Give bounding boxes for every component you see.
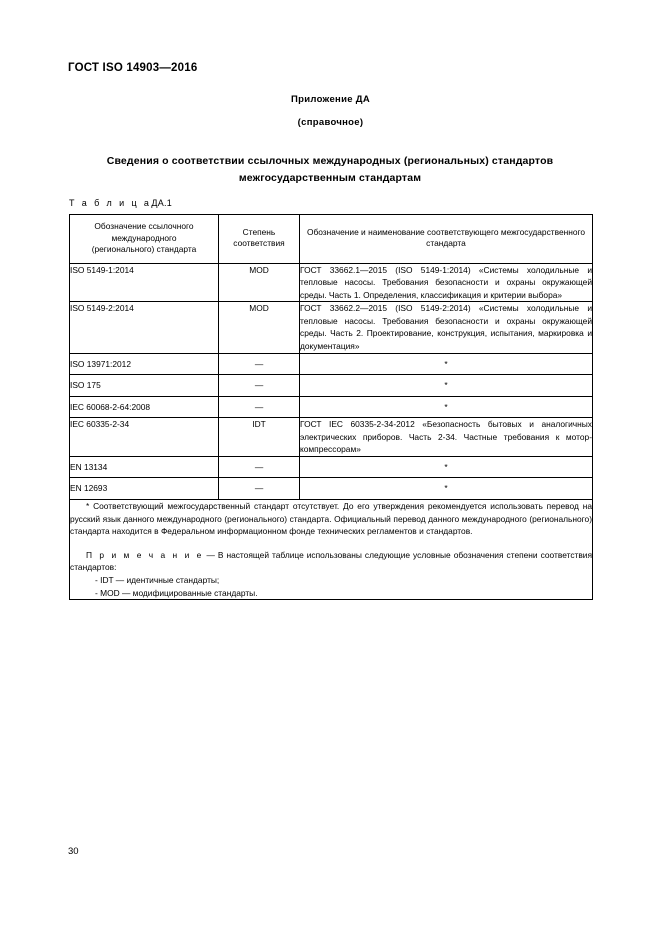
cell-degree: IDT — [219, 418, 300, 457]
column-header-reference-standard — [70, 215, 219, 264]
column-header-reference-line-3: (регионального) стандарта — [91, 244, 197, 254]
table-row — [70, 302, 593, 353]
cell-reference-standard: ISO 175 — [70, 375, 219, 397]
cell-interstate-standard: ГОСТ 33662.1—2015 (ISO 5149-1:2014) «Системы холодильные и тепловые насосы. Требования безопасности и охраны окружающей среды. Часть 1. Определения, классификация и критерии выбора» — [300, 263, 593, 302]
table-caption-label: Т а б л и ц а — [69, 198, 152, 208]
column-header-degree-line-2: соответствия — [233, 238, 285, 249]
table-note-item-mod: - MOD — модифицированные стандарты. — [95, 587, 258, 598]
running-head: ГОСТ ISO 14903—2016 — [68, 62, 198, 74]
cell-interstate-standard: ГОСТ 33662.2—2015 (ISO 5149-2:2014) «Системы холодильные и тепловые насосы. Требования безопасности и охраны окружающей среды. Часть 2. Проектирование, конструкция, испытания, маркировка и документация» — [300, 302, 593, 353]
annex-title: Приложение ДА — [291, 94, 370, 105]
table-row — [70, 456, 593, 478]
cell-reference-standard: EN 13134 — [70, 456, 219, 478]
cell-degree: — — [219, 456, 300, 478]
cell-reference-standard: EN 12693 — [70, 478, 219, 500]
annex-heading — [0, 94, 661, 128]
table-caption — [69, 198, 172, 208]
cell-degree: MOD — [219, 302, 300, 353]
cell-degree: MOD — [219, 263, 300, 302]
column-header-reference-line-1: Обозначение ссылочного — [94, 221, 194, 231]
page-title — [80, 153, 580, 187]
table-row — [70, 418, 593, 457]
cell-interstate-standard: * — [300, 396, 593, 418]
column-header-interstate-line-1: Обозначение и наименование соответствующего межгосударственного — [306, 226, 586, 237]
table-row — [70, 353, 593, 375]
annex-subtitle: (справочное) — [297, 117, 364, 128]
table-header-row — [70, 215, 593, 264]
page-title-line-1: Сведения о соответствии ссылочных международных (региональных) стандартов — [106, 155, 554, 167]
cell-interstate-standard: * — [300, 478, 593, 500]
table-row — [70, 478, 593, 500]
cell-degree: — — [219, 478, 300, 500]
column-header-interstate-line-2: стандарта — [426, 238, 466, 249]
cell-reference-standard: IEC 60068-2-64:2008 — [70, 396, 219, 418]
cell-interstate-standard: * — [300, 456, 593, 478]
table-footnote-row — [70, 499, 593, 599]
table-row — [70, 263, 593, 302]
column-header-degree — [219, 215, 300, 264]
correspondence-table — [69, 214, 593, 600]
table-note-label: П р и м е ч а н и е — [86, 549, 204, 560]
footnote-text: * Соответствующий межгосударственный стандарт отсутствует. До его утверждения рекомендуется использовать перевод на русский язык данного международного (регионального) стандарта. Официальный перевод данного международного (регионального) стандарта находится в Федеральном информационном фонде технических регламентов и стандартов. — [70, 500, 592, 537]
cell-reference-standard: IEC 60335-2-34 — [70, 418, 219, 457]
table-row — [70, 396, 593, 418]
cell-interstate-standard: * — [300, 353, 593, 375]
column-header-degree-line-1: Степень — [242, 226, 276, 237]
column-header-reference-line-2: международного — [111, 232, 177, 243]
table-note-text: — В настоящей таблице использованы следующие условные обозначения степени соответствия стандартов: — [70, 549, 593, 573]
table-caption-number: ДА.1 — [151, 198, 173, 208]
cell-degree: — — [219, 375, 300, 397]
column-header-interstate-standard — [300, 215, 593, 264]
cell-reference-standard: ISO 13971:2012 — [70, 353, 219, 375]
cell-degree: — — [219, 396, 300, 418]
cell-reference-standard: ISO 5149-2:2014 — [70, 302, 219, 353]
cell-interstate-standard: ГОСТ IEC 60335-2-34-2012 «Безопасность бытовых и аналогичных электрических приборов. Часть 2-34. Частные требования к мотор-компрессорам» — [300, 418, 593, 457]
table-note — [70, 549, 592, 574]
table-row — [70, 375, 593, 397]
cell-reference-standard: ISO 5149-1:2014 — [70, 263, 219, 302]
cell-degree: — — [219, 353, 300, 375]
table-footnote-cell — [70, 499, 593, 599]
page-title-line-2: межгосударственным стандартам — [238, 172, 422, 184]
cell-interstate-standard: * — [300, 375, 593, 397]
table-note-item-idt: - IDT — идентичные стандарты; — [95, 574, 220, 585]
page-number: 30 — [68, 846, 79, 857]
